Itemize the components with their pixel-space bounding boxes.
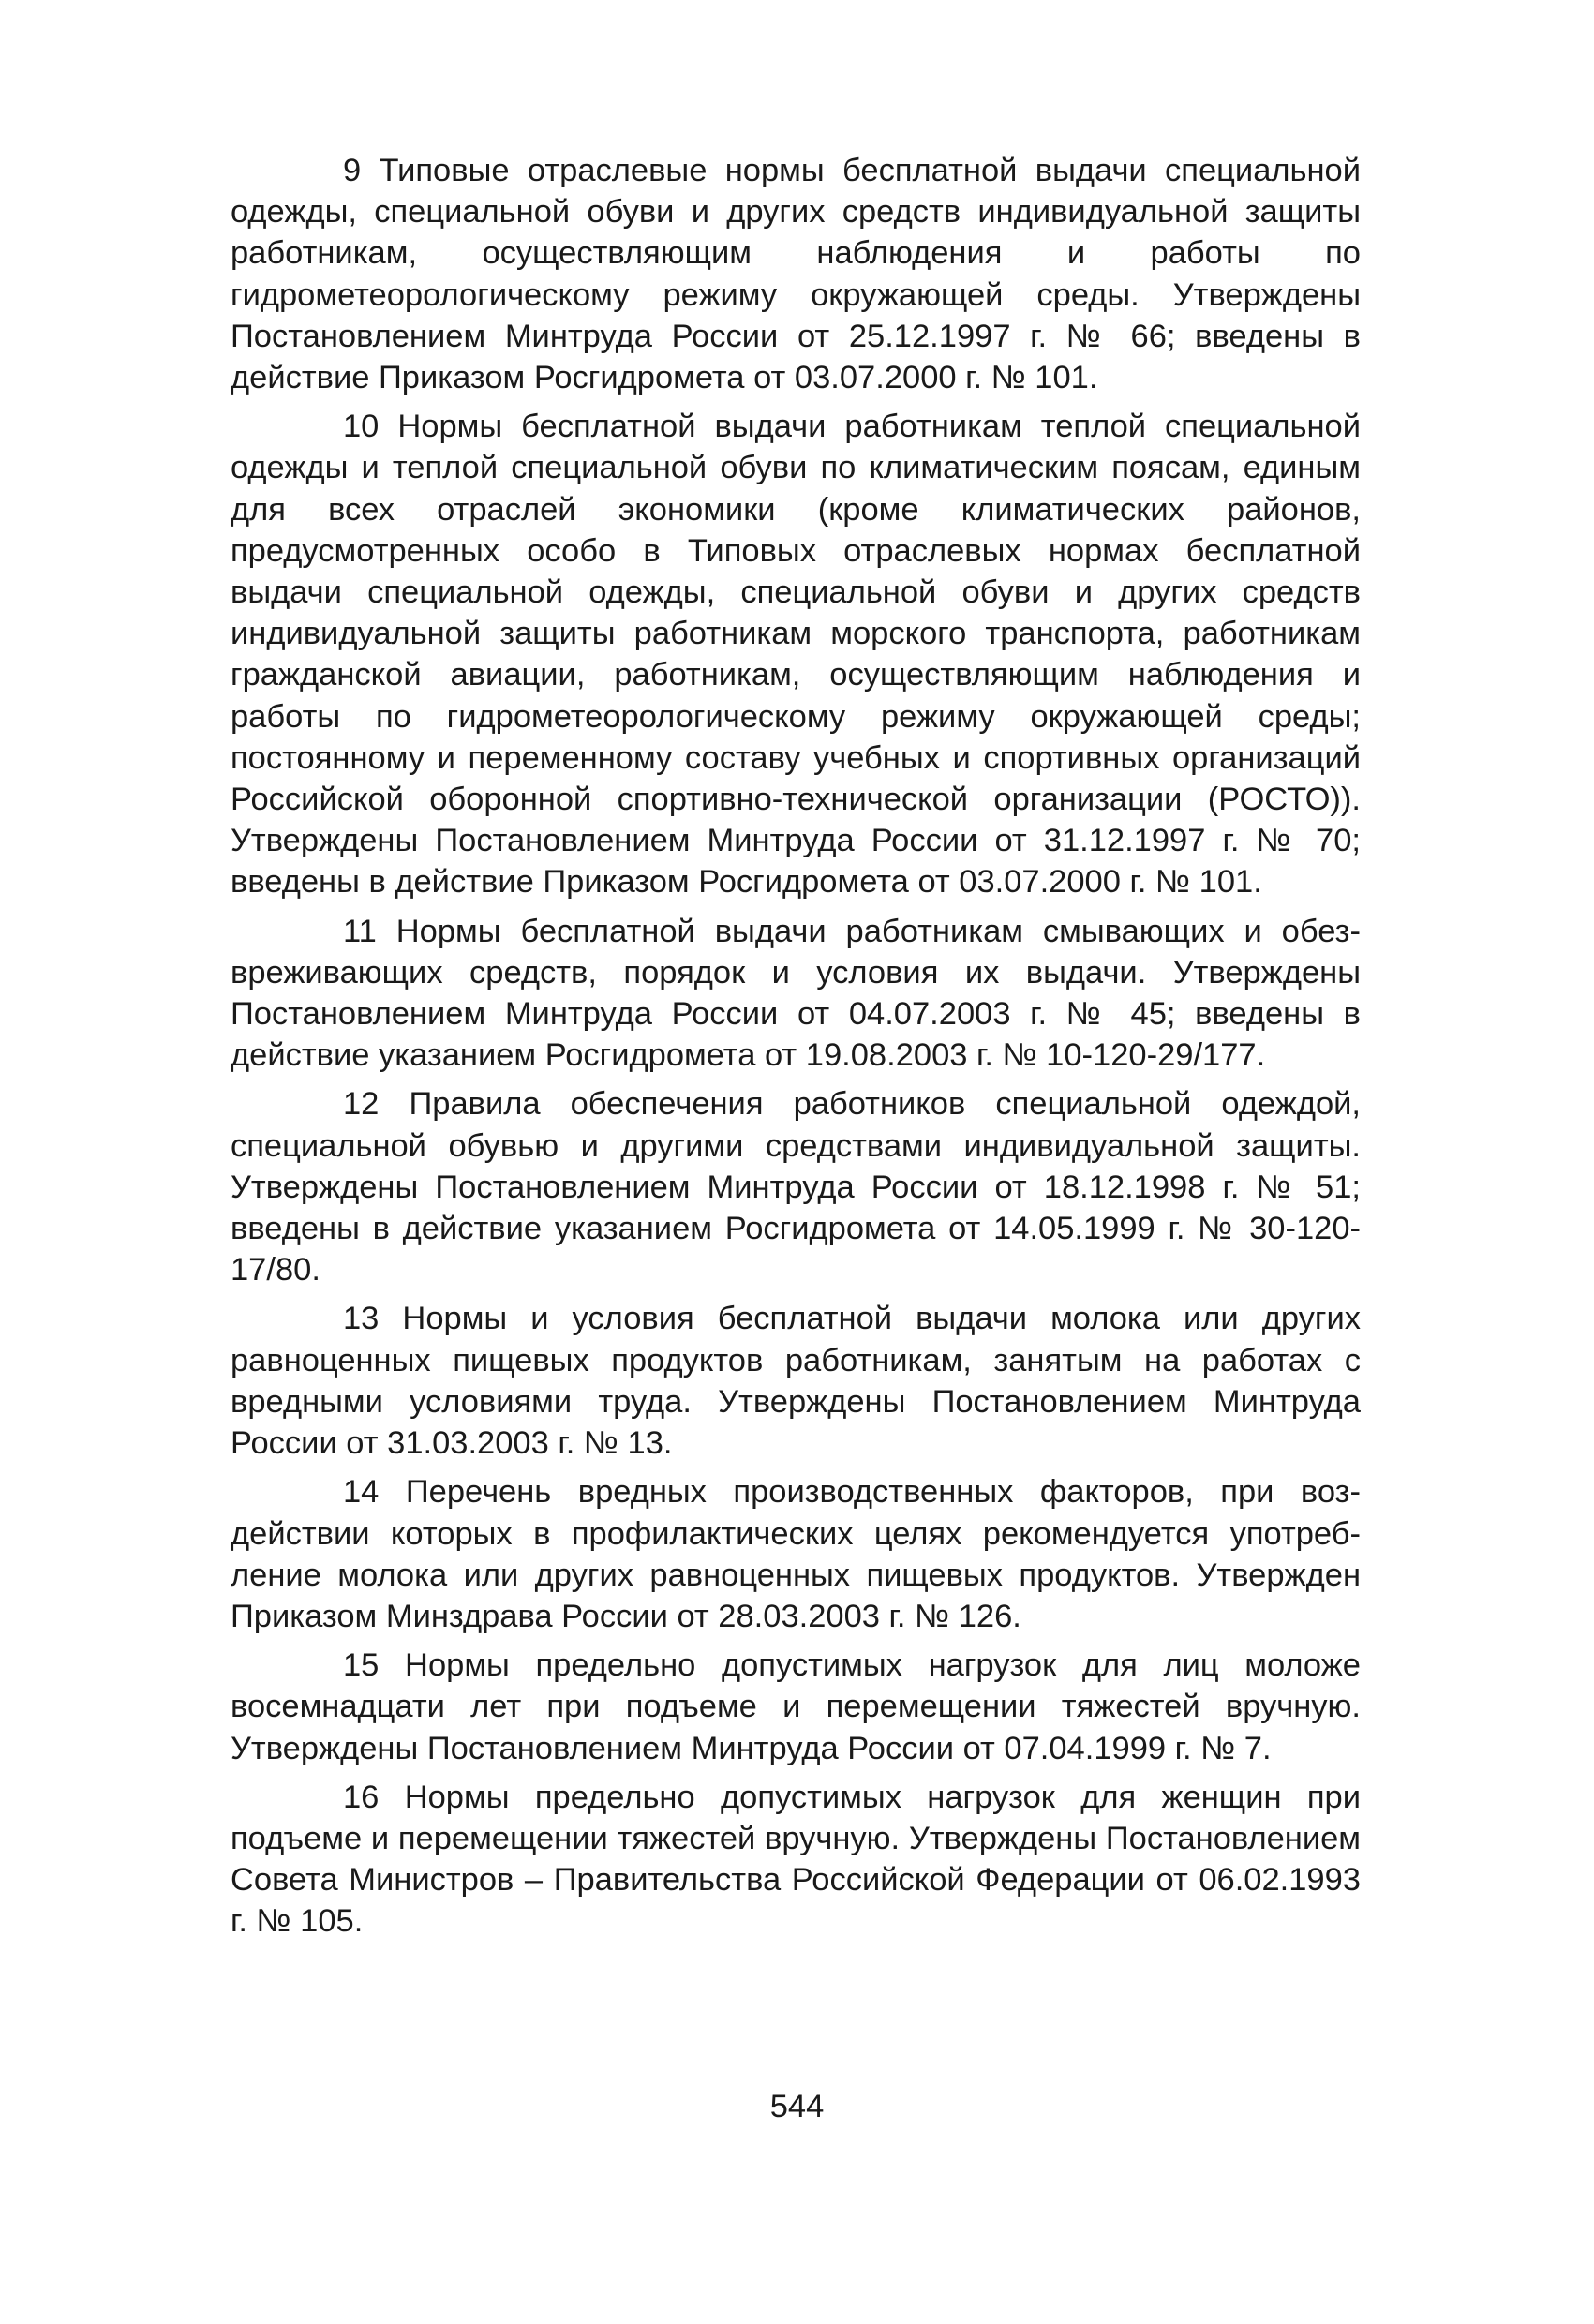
paragraph-item-12: 12 Правила обеспечения работников специальной одеждой, специальной обувью и другими средствами индивидуальной защиты. Утверждены Постановлением Минтруда России от 18.12.1998 г. № 51; введены в действие указанием Росгидромета от 14.05.1999 г. № 30-120-17/80.: [231, 1086, 1361, 1289]
text-body: [231, 150, 1361, 1950]
paragraph-item-11: 11 Нормы бесплатной выдачи работникам смывающих и обезвреживающих средств, порядок и условия их выдачи. Утверждены Постановлением Минтруда России от 04.07.2003 г. № 45; введены в действие указанием Росгидромета от 19.08.2003 г. № 10-120-29/177.: [231, 913, 1361, 1074]
paragraph-item-15: 15 Нормы предельно допустимых нагрузок для лиц моложе восемнадцати лет при подъеме и перемещении тяжестей вручную. Утверждены Постановлением Минтруда России от 07.04.1999 г. № 7.: [231, 1647, 1361, 1766]
paragraph-item-13: 13 Нормы и условия бесплатной выдачи молока или других равноценных пищевых продуктов работникам, занятым на работах с вредными условиями труда. Утверждены Постановлением Минтруда России от 31.03.2003 г. № 13.: [231, 1301, 1361, 1462]
paragraph-item-9: 9 Типовые отраслевые нормы бесплатной выдачи специальной одежды, специальной обуви и других средств индивидуальной защиты работникам, осуществляющим наблюдения и работы по гидрометеорологическому режиму окружающей среды. Утверждены Постановлением Минтруда России от 25.12.1997 г. № 66; введены в действие Приказом Росгидромета от 03.07.2000 г. № 101.: [231, 153, 1361, 396]
paragraph-item-14: 14 Перечень вредных производственных факторов, при воздействии которых в профилактических целях рекомендуется употребление молока или других равноценных пищевых продуктов. Утвержден Приказом Минздрава России от 28.03.2003 г. № 126.: [231, 1474, 1361, 1634]
paragraph-item-16: 16 Нормы предельно допустимых нагрузок для женщин при подъеме и перемещении тяжестей вручную. Утверждены Постановлением Совета Министров – Правительства Российской Федерации от 06.02.1993 г. № 105.: [231, 1779, 1361, 1940]
paragraph-item-10: 10 Нормы бесплатной выдачи работникам теплой специальной одежды и теплой специальной обуви по климатическим поясам, единым для всех отраслей экономики (кроме климатических районов, предусмотренных особо в Типовых отраслевых нормах бесплатной выдачи специальной одежды, специальной обуви и других средств индивидуальной защиты работникам морского транспорта, работникам гражданской авиации, работникам, осуществляющим наблюдения и работы по гидрометеорологическому режиму окружающей среды; постоянному и переменному составу учебных и спортивных организаций Российской оборонной спортивно-технической организации (РОСТО)). Утверждены Постановлением Минтруда России от 31.12.1997 г. № 70; введены в действие Приказом Росгидромета от 03.07.2000 г. № 101.: [231, 409, 1361, 901]
page-number: 544: [769, 2089, 825, 2124]
